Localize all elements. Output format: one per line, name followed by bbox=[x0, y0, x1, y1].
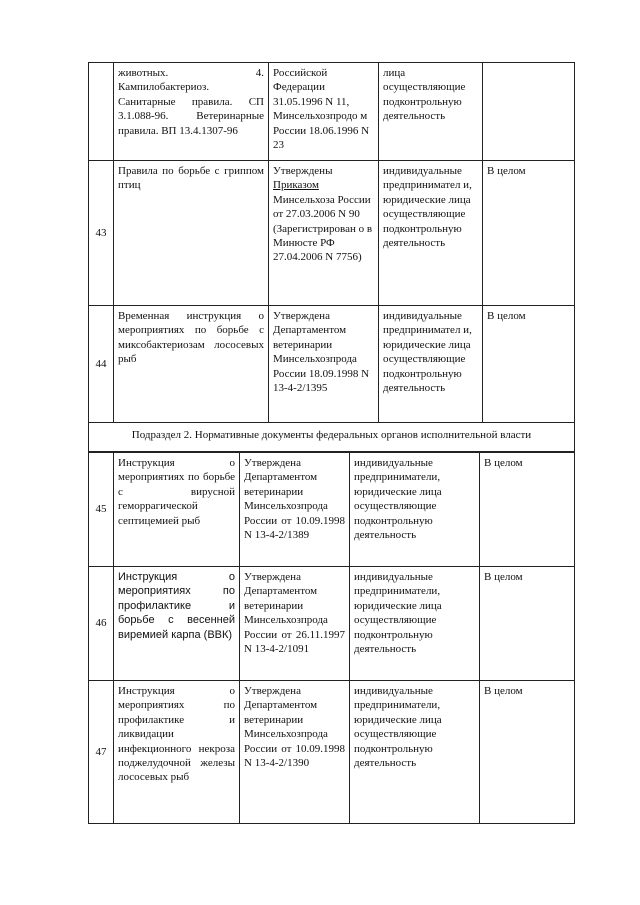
row-number: 47 bbox=[89, 681, 114, 824]
application-scope: В целом bbox=[480, 567, 575, 681]
approval-info bbox=[269, 63, 379, 161]
regulations-table-part-1 bbox=[88, 62, 575, 452]
document-name: Инструкция о мероприятиях по борьбе с вирусной геморрагической септицемией рыб bbox=[114, 453, 240, 567]
application-scope: В целом bbox=[483, 306, 575, 423]
table-row bbox=[89, 63, 575, 161]
table-row bbox=[89, 161, 575, 306]
approval-info: Утверждена Департаментом ветеринарии Минсельхозпрода России от 26.11.1997 N 13-4-2/1091 bbox=[240, 567, 350, 681]
application-scope: В целом bbox=[483, 161, 575, 306]
document-name: животных. 4. Кампилобактериоз. Санитарные правила. СП 3.1.088-96. Ветеринарные правила. ВП 13.4.1307-96 bbox=[114, 63, 269, 161]
table-row bbox=[89, 306, 575, 423]
approval-text: Утверждена Департаментом ветеринарии Минсельхозпрода России 18.09.1998 N 13-4-2/1395 bbox=[273, 310, 370, 395]
table-row bbox=[89, 567, 575, 681]
approval-text: Российской Федерации 31.05.1996 N 11, Минсельхозпродо м России 18.06.1996 N 23 bbox=[273, 67, 370, 152]
document-name: Правила по борьбе с гриппом птиц bbox=[114, 161, 269, 306]
row-number: 43 bbox=[89, 161, 114, 306]
approval-text: Утверждены bbox=[273, 165, 333, 177]
document-name: Инструкция о мероприятиях по профилактике и борьбе с весенней виремией карпа (ВВК) bbox=[114, 567, 240, 681]
approval-info: Утверждена Департаментом ветеринарии Минсельхозпрода России от 10.09.1998 N 13-4-2/1390 bbox=[240, 681, 350, 824]
row-number bbox=[89, 63, 114, 161]
subsection-row bbox=[89, 423, 575, 452]
regulated-subjects: индивидуальные предприниматели, юридические лица осуществляющие подконтрольную деятельность bbox=[350, 681, 480, 824]
document-name: Временная инструкция о мероприятиях по борьбе с миксобактериозам лососевых рыб bbox=[114, 306, 269, 423]
application-scope bbox=[483, 63, 575, 161]
application-scope: В целом bbox=[480, 681, 575, 824]
row-number: 45 bbox=[89, 453, 114, 567]
approval-info: Утверждена Департаментом ветеринарии Минсельхозпрода России от 10.09.1998 N 13-4-2/1389 bbox=[240, 453, 350, 567]
document-name: Инструкция о мероприятиях по профилактике и ликвидации инфекционного некроза поджелудочной железы лососевых рыб bbox=[114, 681, 240, 824]
approval-info bbox=[269, 161, 379, 306]
regulated-subjects: лица осуществляющие подконтрольную деятельность bbox=[379, 63, 483, 161]
row-number: 44 bbox=[89, 306, 114, 423]
subsection-heading: Подраздел 2. Нормативные документы федеральных органов исполнительной власти bbox=[89, 423, 575, 452]
table-row bbox=[89, 681, 575, 824]
regulated-subjects: индивидуальные предприниматели, юридические лица осуществляющие подконтрольную деятельность bbox=[350, 567, 480, 681]
regulated-subjects: индивидуальные предприниматели, юридические лица осуществляющие подконтрольную деятельность bbox=[350, 453, 480, 567]
regulated-subjects: индивидуальные предпринимател и, юридические лица осуществляющие подконтрольную деятельность bbox=[379, 161, 483, 306]
order-link[interactable]: Приказом bbox=[273, 179, 319, 192]
table-row bbox=[89, 453, 575, 567]
regulated-subjects: индивидуальные предпринимател и, юридические лица осуществляющие подконтрольную деятельность bbox=[379, 306, 483, 423]
approval-info bbox=[269, 306, 379, 423]
approval-details: Минсельхоза России от 27.03.2006 N 90 (Зарегистрирован о в Минюсте РФ 27.04.2006 N 7756) bbox=[273, 193, 373, 264]
row-number: 46 bbox=[89, 567, 114, 681]
regulations-table-part-2 bbox=[88, 452, 575, 824]
application-scope: В целом bbox=[480, 453, 575, 567]
